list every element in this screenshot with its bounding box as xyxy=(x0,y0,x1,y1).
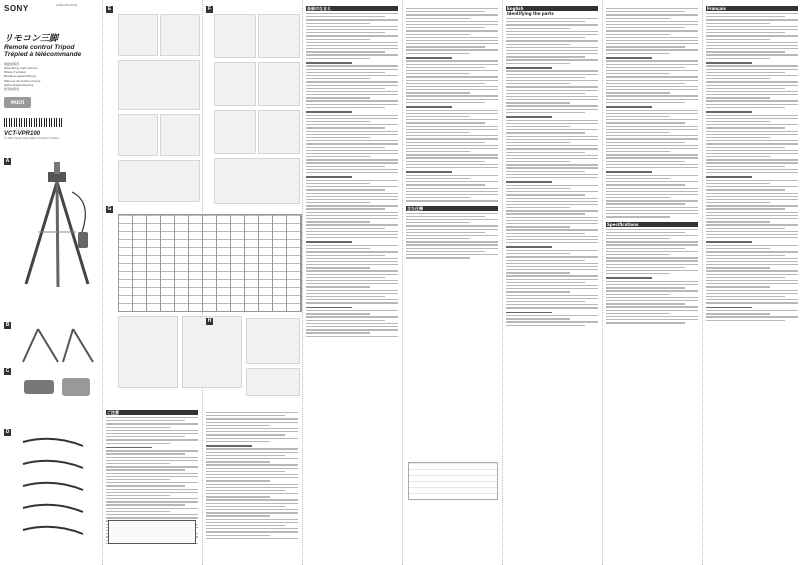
jp-service-table xyxy=(408,462,498,500)
english-column xyxy=(506,6,598,558)
figure-g-remote xyxy=(118,316,178,388)
jp-specs-heading: 主な仕様 xyxy=(406,206,498,211)
figure-f-2 xyxy=(258,14,300,58)
figure-label-b: B xyxy=(5,322,10,328)
figure-f-4 xyxy=(258,62,300,106)
fold-line xyxy=(102,0,103,565)
fold-line xyxy=(602,0,603,565)
figure-a-tripod xyxy=(18,162,96,292)
title-japanese: リモコン三脚 xyxy=(4,34,59,44)
tripod-illustration xyxy=(18,162,96,292)
english-column-2 xyxy=(606,6,698,558)
english-parts-heading: Identifying the parts xyxy=(507,11,554,16)
figure-f-3 xyxy=(214,62,256,106)
english-heading: English xyxy=(506,6,598,11)
fold-line xyxy=(502,0,503,565)
figure-label-a: A xyxy=(5,158,10,164)
figure-label-d: D xyxy=(5,429,10,435)
figure-h-1 xyxy=(246,318,300,364)
figure-f-7 xyxy=(214,158,300,204)
figure-g-remote-2 xyxy=(182,316,242,388)
multi-badge: MULTI xyxy=(4,97,31,108)
fold-line xyxy=(402,0,403,565)
jp-precautions-heading: ご注意 xyxy=(106,410,198,415)
figure-label-e: E xyxy=(107,6,112,12)
figure-e-6 xyxy=(118,160,200,202)
figure-c xyxy=(18,370,96,404)
fold-line xyxy=(302,0,303,565)
figure-h-photo xyxy=(246,368,300,396)
figure-e-5 xyxy=(160,114,200,156)
jp-text-column-3 xyxy=(206,410,298,560)
jp-warning-box xyxy=(108,520,196,544)
language-list: 取扱説明書 Operating Instructions Mode d'emploi Bedienungsanleitung Manual de instrucciones Gebruiksaanwijzing 使用說明書 xyxy=(4,61,41,92)
title-english: Remote control Tripod xyxy=(4,44,75,51)
french-column xyxy=(706,6,798,558)
title-french: Trépied à télécommande xyxy=(4,51,82,59)
figure-label-c: C xyxy=(5,368,10,374)
brand-logo: SONY xyxy=(4,4,29,13)
jp-parts-heading: 各部のなまえ xyxy=(306,6,398,11)
figure-f-5 xyxy=(214,110,256,154)
format-badges xyxy=(4,97,100,108)
figure-e-1 xyxy=(118,14,158,56)
copyright: © 2011 Sony Corporation Printed in China xyxy=(4,137,59,141)
cover-panel xyxy=(4,4,100,560)
figure-e-4 xyxy=(118,114,158,156)
figure-b xyxy=(18,324,96,364)
model-number: VCT-VPR100 xyxy=(4,131,41,138)
french-heading: Français xyxy=(706,6,798,11)
jp-main-column xyxy=(306,6,398,558)
figure-e-3 xyxy=(118,60,200,110)
figure-f-1 xyxy=(214,14,256,58)
figure-d-cables xyxy=(18,432,96,550)
figure-label-g: G xyxy=(107,206,112,212)
figure-label-f: F xyxy=(207,6,212,12)
figure-g-compatibility-table xyxy=(118,214,302,312)
english-specs-heading: Specifications xyxy=(606,222,698,227)
part-number: 4-262-097-01(1) xyxy=(56,4,78,7)
barcode xyxy=(4,118,64,127)
fold-line xyxy=(702,0,703,565)
figure-label-h: H xyxy=(207,318,212,324)
figure-f-6 xyxy=(258,110,300,154)
figure-e-2 xyxy=(160,14,200,56)
